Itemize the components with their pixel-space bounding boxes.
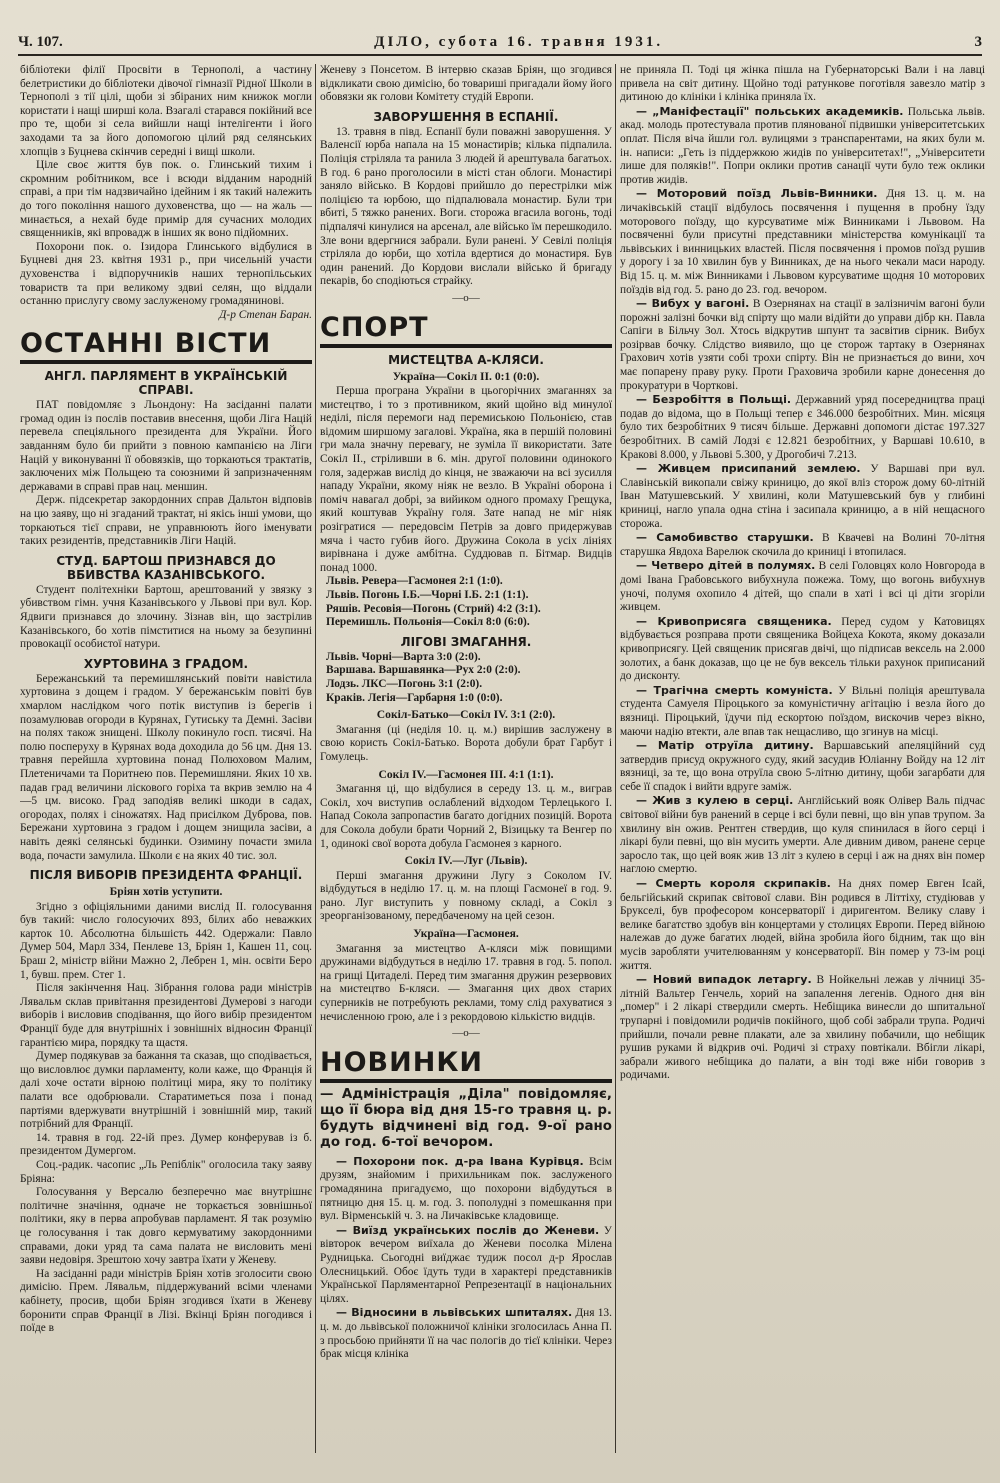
paragraph: Голосування у Версалю безперечно має внутрішнє політичне значіння, одначе не торкається зовнішньої політики, яку в перва апробував парламент. Я так розумію це голосування і так довго кермуватиму закордонними справами, доки уряд та сама палата не висловить мені заяви недовіря. Зрештою хочу завтра їхати у Женеву. xyxy=(20,1186,312,1267)
masthead-date: ДІЛО, субота 16. травня 1931. xyxy=(374,33,664,50)
news-item-text: Польська львів. акад. молодь протестувала против пляновано́ї підвишки університетських оплат. Після віча йшли гол. вулицями з транспарентами, на яких були м. ін. написи: „Геть із піддержкою жидів по університетах!", „Університети лише для поляків!". Попри оклики против санації чути було теж оклики против жидів. xyxy=(620,105,985,186)
column-rule xyxy=(315,64,316,1453)
match-result: Львів. Погонь І.Б.—Чорні І.Б. 2:1 (1:1). xyxy=(326,589,529,601)
paragraph: ПАТ повідомляє з Льондону: На засіданні палати громад один із послів поставив внесення, щоби Ліга Націй перевела спеціяльного президента для України. Його завданням було би прийти з повною кампанією на Ліги Націй у виконуванні її обовязків, що торкаються трактатів, заключених між Польщею та союзними й запризначенням державами в справі прав нац. меншин. xyxy=(20,399,312,493)
column-2 xyxy=(320,64,612,1453)
issue-number: Ч. 107. xyxy=(18,33,63,50)
news-item-title: — Смерть короля скрипаків. xyxy=(636,877,831,891)
news-item-text: Державний уряд посередництва праці подав до відома, що в Польщі тепер є 346.000 безробітних. Мин. місяця було тих безробітних 9 тисяч більше. Державні допомоги дістає 197.327 безробітних. В самій Лодзі є 12.821 безробітних, у Варшаві 10.610, в Кракові 8.000, у Львові 5.300, у Дрогобичі 7.213. xyxy=(620,394,985,461)
section-title-sport: СПОРТ xyxy=(320,312,612,348)
match-result: Лодзь. ЛКС—Погонь 3:1 (2:0). xyxy=(326,677,483,690)
match-result: Львів. Ревера—Гасмонея 2:1 (1:0). xyxy=(326,575,503,588)
news-item xyxy=(620,559,985,614)
match-result: Перемишль. Польонія—Сокіл 8:0 (6:0). xyxy=(326,616,530,629)
news-item-text: У Варшаві при вул. Славінській викопали свіжу криницю, до якої вліз сторож дому 60-літній Іван Матушевський. У хвилині, коли Матушевський був у глибині криниці, нагло упала одна стіна і засипала криницю, а в ній нещасного сторожа. xyxy=(620,463,985,530)
news-item xyxy=(320,1306,612,1361)
paragraph: Похорони пок. о. Ізидора Глинського відбулися в Буцневі дня 23. квітня 1931 р., при чисельній участи духовенства і відпоручників наших тернопільських товариств та при великому здвиі селян, що віддали останню прислугу свому заслуженому громадянинові. xyxy=(20,240,312,308)
paragraph: Змагання за мистецтво А-кляси між повищими дружинами відбудуться в неділю 17. травня в год. 5. попол. на грищі Цитаделі. Перед тим змагання дружин резервових на мистецтво Б-кляси. — Змагання цих двох старих суперників не потребують реклами, тому слід рахуватися з нечисленною грою, але і з рекордовою кількістю видців. xyxy=(320,942,612,1023)
news-item-title: — „Маніфестації" польських академиків. xyxy=(636,104,904,118)
paragraph: Згідно з офіціяльними даними вислід ІІ. голосування був такий: число голосуючих 893, білих або неважких карток 10. Абсолютна більшість 442. Одержали: Павло Думер 504, Марл 334, Пенлеве 13, Бріян 1, Кашен 11, соц. Браш 2, міністр війни Мажно 2, Лебрен 1, мін. освіти Беро 1, бувш. прем. Стег 1. xyxy=(20,900,312,981)
article-heading: ЗАВОРУШЕННЯ В ЕСПАНІЇ. xyxy=(373,109,559,124)
news-item xyxy=(620,794,985,877)
match-result: Львів. Чорні—Варта 3:0 (2:0). xyxy=(326,650,481,663)
column-rule xyxy=(615,64,616,1453)
paragraph: бібліотеки філії Просвіти в Тернополі, а частину белетристики до бібліотеки дівочої гімназії Рідної Школи в Тернополі з тії цілі, щоби зі збіраних ним книжок могли користати і нащі ширші кола. Взагалі старався покійний все про те, щоби зі села вийшли нащі інтелігенти і його заходами та за його допомогою цілий ряд селянських хлопців з Буцнева скінчив середні і вищі школи. xyxy=(20,64,312,158)
news-item xyxy=(620,187,985,297)
paragraph: Перша програна України в цьогорічних змаганнях за мистецтво, і то з противником, який щойно від минулої неділі, після перемоги над перемиською Польонією, став відомим ширшому загалові. Україна, яка в першій половині гри мала значну перевагу, не зуміла її використати. Зате Сокіл ІІ., стріливши в 6. мін. другої половини одинокого голя, задержав вислід до кінця, не зважаючи на всі зусилля нападу України, якому ніяк не везло. В Україні оборона і поміч навагал добрі, за вийиком одного промаху Грещука, який коштував Україну голя. Зате напад не міг ніяк розігратися — передовсім Петрів за довго придержував мяча і часто губив його. Дружина Сокола в усіх лініях вирівнана і дуже амбітна. Суддював п. Бітмар. Видців понад 1000. xyxy=(320,385,612,574)
news-item-text: Дня 13. ц. м. на личаківській стації відбулось посвячення і пущення в пробну їзду моторового поїзду, що курсуватиме між Винниками і Львовом. На посвяченні були присутні представники міністерства комунікації та львівських і винницьких властей. Після посвячення і промов поїзд рушив у дорогу і за 10 хвилин був у Винниках, де на нього чекали маси народу. Від 15. ц. м. між Винниками і Львовом курсуватиме щодня 10 моторових поїздів від год. 5. рано до 23. год. вечором. xyxy=(620,188,985,296)
article-heading: СТУД. БАРТОШ ПРИЗНАВСЯ ДО ВБИВСТВА КАЗАНІВСЬКОГО. xyxy=(56,553,276,582)
page-number: 3 xyxy=(974,33,982,50)
news-item-title: — Похорони пок. д-ра Івана Курівця. xyxy=(336,1154,584,1168)
divider-ornament: —o— xyxy=(452,1027,480,1040)
match-result: Ряшів. Ресовія—Погонь (Стрий) 4:2 (3:1). xyxy=(326,602,541,615)
news-item xyxy=(620,531,985,559)
news-item-text: У вівторок вечером виїхала до Женеви посолка Мілена Рудницька. Сьогодні виїджає тудиж посол д-р Ярослав Олесницький. Обоє їдуть туди в характері представників Української Парляментарної Репрезентації в національних цілях. xyxy=(320,1224,612,1305)
paragraph: 13. травня в півд. Еспанії були поважні заворушення. У Валенсії юрба напала на 15 монастирів; кілька підпалила. Поліція стріляла та ранила 3 людей й арештувала багатьох. В год. 6 рано проголосили в місті стан облоги. Монастирі заняло військо. В Кордові прийшло до перестрілки між поліцією та юрбою, що підпалювала монастир. Були три вбиті, 5 тяжко ранених. Воги. сторожа вгасила вогонь, тоді підпалячі кинулися на арсенал, але військо їм перешкодило. Зле вони вдергнися забрали. Були ранені. У Севілі поліція стріляла до юрби, що хотіла вдертися до монастиря. Був один ранений. До Кордови вислали військо й бригаду пекарів, бо сподіються страйку. xyxy=(320,125,612,288)
news-item-text: Англійський вояк Олівер Валь підчас світової війни був ранений в серце і всі були певні, що він упав трупом. За хвилину він ожив. Рентген ствердив, що куля спинилася в його серці і лікарі були певні, що він мусить умерти. Але дивним дивом, ранене серце заросло так, що цей вояк жив 13 літ з кулею в серці і аж на днях він помер наглою смертю. xyxy=(620,795,985,876)
news-item xyxy=(620,393,985,462)
news-item xyxy=(620,684,985,739)
article-heading: ХУРТОВИНА З ГРАДОМ. xyxy=(83,656,249,671)
news-item xyxy=(320,1155,612,1224)
page-header xyxy=(18,30,982,56)
news-item-title: — Відносини в львівських шпиталях. xyxy=(336,1306,573,1320)
news-item-title: — Моторовий поїзд Львів-Винники. xyxy=(636,187,878,201)
news-item-title: — Новий випадок летаргу. xyxy=(636,973,812,987)
news-item-title: — Безробіття в Польщі. xyxy=(636,393,792,407)
news-item-title: — Трагічна смерть комуніста. xyxy=(636,683,833,697)
paragraph: Перші змагання дружини Лугу з Соколом IV. відбудуться в неділю 17. ц. м. на площі Гасмонеї в год. 9. рано. Луг виступить у повному складі, а Сокіл з зреорганізованому, передбаченому на цей сезон. xyxy=(320,869,612,923)
news-item xyxy=(620,297,985,393)
paragraph: Соц.-радик. часопис „Ль Репіблік" оголосила таку заяву Бріяна: xyxy=(20,1158,312,1185)
news-item-title: — Вибух у вагоні. xyxy=(636,297,750,311)
news-item xyxy=(320,1224,612,1307)
paragraph: Думер подякував за бажання та сказав, що сподівається, що висловлює думки парламенту, коли каже, що Франція й далі хоче остати вірною політиці мира, яку то політику палати все одобрювали. Старатиметься поза і понад партіями вдержувати внутрішній і зовнішній мир, такий потрібний для Франції. xyxy=(20,1050,312,1131)
announcement: — Адміністрація „Діла" повідомляє, що її бюра від дня 15-го травня ц. р. будуть відчинені від год. 9-ої рано до год. 6-тої вечором. xyxy=(320,1086,612,1150)
article-heading: ЛІГОВІ ЗМАГАННЯ. xyxy=(400,634,532,649)
divider-ornament: —o— xyxy=(452,291,480,304)
news-item xyxy=(620,877,985,973)
news-item-text: Дня 13. ц. м. до львівської положничої клініки зголосилась Анна П. з просьбою прийняти її на час пологів до тієї клініки. Через брак місця клініка xyxy=(320,1307,612,1361)
news-item-text: Варшавський апеляційний суд затвердив присуд окружного суду, який засудив Юліанну Войду на 12 літ вязниці, за те, що вона отруїла свою 5-літню дитину, щоби загарбати для себе її спадок і вийти вдруге заміж. xyxy=(620,740,985,793)
news-item xyxy=(620,615,985,684)
paragraph: Студент політехніки Бартош, арештований у звязку з убивством гімн. учня Казанівського у Львові при вул. Кор. Ядвиги признався до злочину. Зізнав він, що застрілив Казанівського, бо хотів пімститися на ньому за безупинні провокації особистої натури. xyxy=(20,583,312,651)
paragraph: 14. травня в год. 22-ій през. Думер конферував із б. президентом Думергом. xyxy=(20,1131,312,1158)
news-item-text: В Нойкельні лежав у лічниці 35-літній Вальтер Генчель, хорий на запалення легенів. Одного дня він „помер" і 2 лікарі ствердили смерть. Небіщика винесли до шпитальної трупарні і повідомили родичів покійного, щоб собі забрали трупа. Родичі прийшли, почали ревне плакати, але за хвилину побачили, що небіщик рушив руками й відкрив очі. Родичі зі страху повтікали. Вбігли лікарі, забрали живого небіщика до палати, а він тоді вже ніби говорив з родичами. xyxy=(620,974,985,1082)
news-item-title: — Жив з кулею в серці. xyxy=(636,794,794,808)
news-item-title: — Живцем присипаний землею. xyxy=(636,462,861,476)
news-item xyxy=(620,739,985,794)
section-title-latest-news: ОСТАННІ ВІСТИ xyxy=(20,328,312,364)
match-title: Сокіл IV.—Луг (Львів). xyxy=(404,854,528,868)
match-result: Краків. Легія—Гарбарня 1:0 (0:0). xyxy=(326,691,503,704)
article-heading: МИСТЕЦТВА А-КЛЯСИ. xyxy=(388,352,544,367)
news-item xyxy=(620,973,985,1083)
match-title: Сокіл-Батько—Сокіл IV. 3:1 (2:0). xyxy=(376,708,556,722)
news-item-text: Всім друзям, знайомим і прихильникам пок. заслуженого громадянина пригадуємо, що похорони відбудуться в пятницю дня 15. ц. м. год. 3. пополудні з помешкання при вул. Вірменській ч. 3. на Личаківське кладовище. xyxy=(320,1155,612,1223)
paragraph: Держ. підсекретар закордонних справ Дальтон відповів на цю заяву, що ні згаданий трактат, ні якісь інші умови, що торкаються тієї справи, не управнюють його іменувати таких резидентів, представників Ліги Націй. xyxy=(20,494,312,548)
paragraph: не приняла П. Тоді ця жінка пішла на Губернаторські Вали і на лавці привела на світ дитину. Щойно тоді ратункове поготівля завезло матір з дитиною до клініки і клініка приняла їх. xyxy=(620,64,985,104)
news-item-text: В Озернянах на стації в залізничім вагоні були порожні залізні бочки від спірту що мали відійти до управи дібр кн. Павла Сапіги в Більчу Зол. Хтось відкрутив шпунт та засвітив сірник. Вибух розірвав бочку. Слідство виявило, що це сторож тартаку в Озернянах Грахович хотів узяти собі трохи спірту. Він не признається до вини, хоч має попарену праву руку. Проти Граховича зробили карне донесення до прокуратури в Чорткові. xyxy=(620,298,985,392)
paragraph: Змагання ці, що відбулися в середу 13. ц. м., виграв Сокіл, хоч виступив ослаблений відходом Терлецького І. Напад Сокола запропастив багато догідних позицій. Ворота для Сокола добули брати Чорний 2, Візицьку та Венгер по 1, одинокі свої ворота добула Гасмонея з карного. xyxy=(320,783,612,850)
paragraph: Женеву з Понсетом. В інтервю сказав Бріян, що згодився відкликати свою димісію, бо товариші пригадали йому його обовязки як голови Комітету студій Европи. xyxy=(320,64,612,104)
column-3 xyxy=(620,64,985,1453)
news-item-title: — Четверо дітей в полумях. xyxy=(636,559,816,573)
news-item-text: Перед судом у Катовицях відбувається розправа проти священика Войцеха Кокота, якому доказали кривоприсягу. Цей священик присягав двічі, що підписав вексель на 2.000 золотих, а банк доказав, що це не був вексель тільки рахунок приписаний до дисконту. xyxy=(620,615,985,683)
match-title: Сокіл IV.—Гасмонея ІІІ. 4:1 (1:1). xyxy=(378,767,554,781)
news-item-title: — Матір отруїла дитину. xyxy=(636,739,814,753)
article-heading: ПІСЛЯ ВИБОРІВ ПРЕЗИДЕНТА ФРАНЦІЇ. xyxy=(29,868,303,883)
news-item-title: — Самобивство старушки. xyxy=(636,531,814,545)
news-item-text: В Квачеві на Волині 70-літня старушка Явдоха Варелюк скочила до криниці і втопилася. xyxy=(620,532,985,558)
section-title-news: НОВИНКИ xyxy=(320,1047,612,1083)
match-title: Україна—Гасмонея. xyxy=(413,927,519,941)
news-item xyxy=(620,105,985,188)
news-item-text: На днях помер Евген Ісай, бельгійський скрипак світової слави. Він родився в Літтіху, студіював у Брукселі, був професором консерваторії і диригентом. Велику славу і велике багатство здобув він концертами у столицях Европи. Перед війною належав до дуже багатих людей, війна зробила його бідним, так що він мусів заробляти учителюванням у консерваторії. Він помер у 73-ім році життя. xyxy=(620,878,985,972)
paragraph: Бережанський та перемишлянський повіти навістила хуртовина з дощем і градом. У бережанськім повіті був хмарлом наслідком чого потік виступив із берегів і позамулював огороди в Курянах, Гутиськy та Демні. Засіви на полях також знищені. Школу покинуло госп. тисячі. На полю посперуху в Курянах вода доходила до 56 цм. Дня 13. травня перейшла хуртовина понад Полюховом Малим, Плетеничами та Поритнею пов. Перемишляни. Яких 10 хв. падав град величини ліскового горіха та вкрив землю на 4—5 цм. високо. Град заподіяв великі шкоди в садах, огородах, полях і сіножатях. Над присілком Дуброва, пов. Бережани хуртовина з градом і дощем знищила засіви, а навіть деякі селянські будинки. Озимину почасти змила вода, почасти замулила. Школи є на яких 40 тис. зол. xyxy=(20,672,312,862)
news-item xyxy=(620,462,985,531)
article-heading: АНГЛ. ПАРЛЯМЕНТ В УКРАЇНСЬКІЙ СПРАВІ. xyxy=(44,369,288,398)
paragraph: Ціле своє життя був пок. о. Глинський тихим і скромним робітником, все і всюди відданим народній справі, а при тім надзвичайно ідейним і як такий належить до того покоління нашого духовенства, що — на жаль — минається, а нехай буде примір для сучасних молодих священників, які впровадж в інших як воно підйомних. xyxy=(20,159,312,240)
news-item-title: — Виїзд українських послів до Женеви. xyxy=(336,1223,600,1237)
news-item-title: — Кривоприсяга священика. xyxy=(636,614,832,628)
news-item-text: У Вільні поліція арештувала студента Самуеля Піроцького за комуністичну агітацію і везла його до вязниці. Піроцький, їдучи під ескортою поїздом, вискочив через вікно, маючи надію втекти, але впав так нещасливо, що згинув на місці. xyxy=(620,684,985,738)
paragraph: Змагання (ці (неділя 10. ц. м.) вирішив заслужену в свою користь Сокіл-Батько. Ворота добули брат Гарбут і Гомулець. xyxy=(320,723,612,763)
article-subheading: Бріян хотів уступити. xyxy=(109,885,223,899)
column-1 xyxy=(20,64,312,1453)
paragraph: Після закінчення Нац. Зібрання голова ради міністрів Лявальм склав привітання президентові Думерові з нагоди виборів і висловив сподівання, що його вибір президентом Франції буде для внутрішніх і зовнішніх відносин Франції гарантією мира, порядку та щастя. xyxy=(20,982,312,1049)
match-result: Варшава. Варшавянка—Рух 2:0 (2:0). xyxy=(326,664,521,677)
match-title: Україна—Сокіл ІІ. 0:1 (0:0). xyxy=(392,369,540,383)
news-item-text: В селі Головцях коло Новгорода в домі Івана Грабовського вибухнула пожежа. Тому, що вогонь вибухнув уночі, полумя охопило 4 дітей, що спали в хаті і всі ці діти згоріли живцем. xyxy=(620,560,985,614)
paragraph: На засіданні ради міністрів Бріян хотів зголосити свою димісію. Прем. Лявальм, піддержуваний всіми членами кабінету, просив, щоби Бріян згодився їхати в Женеву боронити справ Франції в Лізі. Вкінці Бріян погодився і поїде в xyxy=(20,1267,312,1335)
signature: Д-р Степан Баран. xyxy=(219,308,312,321)
